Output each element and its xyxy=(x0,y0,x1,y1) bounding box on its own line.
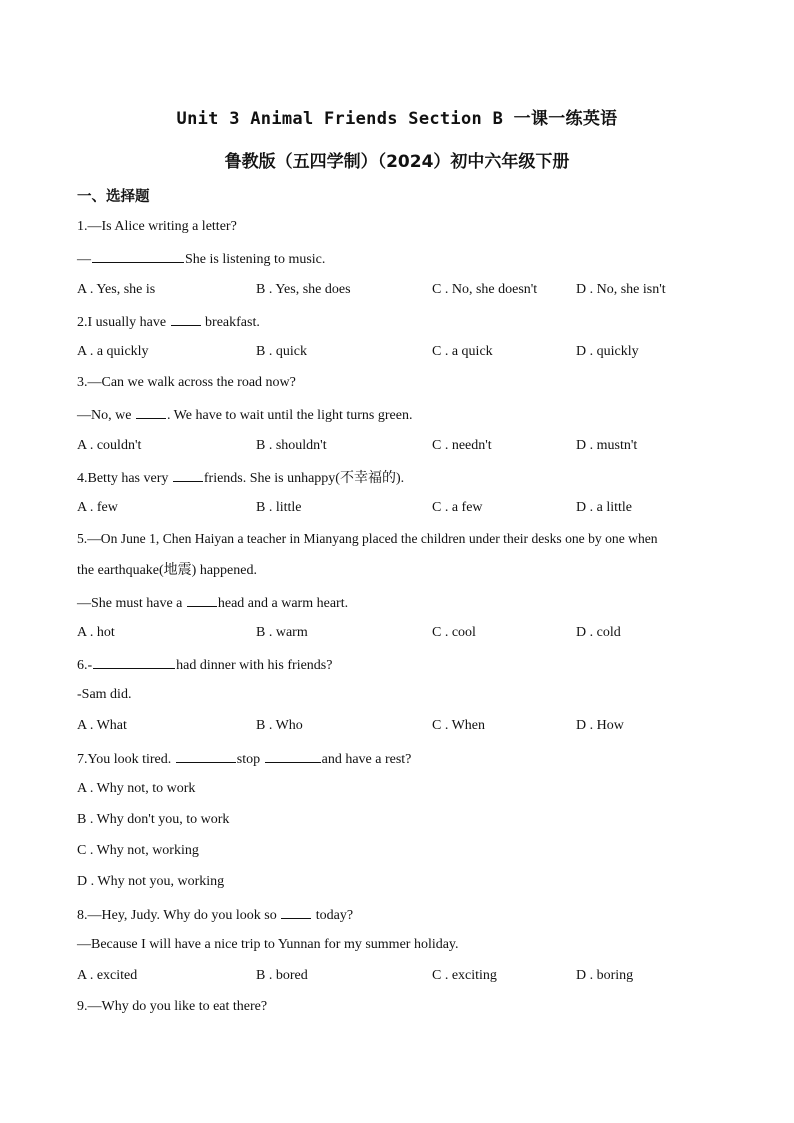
question-4-stem xyxy=(77,468,404,488)
question-1-answer-line: — She is listening to music. xyxy=(77,249,325,269)
question-8-stem-a: 8.—Hey, Judy. Why do you look so xyxy=(77,908,277,923)
question-3-reply-a: —No, we xyxy=(77,408,132,423)
question-4-option-c[interactable]: C . a few xyxy=(432,500,483,515)
question-8-option-d[interactable]: D . boring xyxy=(576,968,634,983)
question-3-option-c[interactable]: C . needn't xyxy=(432,438,492,453)
question-4-stem-a: 4.Betty has very xyxy=(77,471,169,486)
question-4-option-d[interactable]: D . a little xyxy=(576,500,632,515)
section-heading: 一、选择题 xyxy=(77,189,150,205)
question-7-stem xyxy=(77,749,411,769)
question-6-stem-b: had dinner with his friends? xyxy=(176,658,333,673)
question-6-option-d[interactable]: D . How xyxy=(576,718,624,733)
question-6-option-a[interactable]: A . What xyxy=(77,718,127,733)
document-title: Unit 3 Animal Friends Section B 一课一练英语 xyxy=(176,109,618,129)
question-1-stem: 1.—Is Alice writing a letter? xyxy=(77,219,237,234)
question-5-stem-cont: the earthquake(地震) happened. xyxy=(77,563,257,578)
question-7-stem-b: stop xyxy=(236,752,261,767)
question-5-reply-a: —She must have a xyxy=(77,596,183,611)
question-2-option-a[interactable]: A . a quickly xyxy=(77,344,149,359)
question-9-stem: 9.—Why do you like to eat there? xyxy=(77,999,268,1014)
question-6-option-b[interactable]: B . Who xyxy=(256,718,303,733)
question-4-option-a[interactable]: A . few xyxy=(77,500,118,515)
question-7-option-b[interactable]: B . Why don't you, to work xyxy=(77,812,230,827)
question-2-stem-a: 2.I usually have xyxy=(77,315,167,330)
question-5-option-a[interactable]: A . hot xyxy=(77,625,115,640)
question-7-option-c[interactable]: C . Why not, working xyxy=(77,843,199,858)
question-5-option-d[interactable]: D . cold xyxy=(576,625,621,640)
question-2-option-c[interactable]: C . a quick xyxy=(432,344,493,359)
question-2-option-d[interactable]: D . quickly xyxy=(576,344,639,359)
question-8-option-c[interactable]: C . exciting xyxy=(432,968,497,983)
answer-blank xyxy=(171,312,201,326)
question-8-option-a[interactable]: A . excited xyxy=(77,968,138,983)
question-6-stem-a: 6.- xyxy=(77,658,93,673)
question-2-stem-b: breakfast. xyxy=(205,315,260,330)
answer-blank xyxy=(176,749,236,763)
question-5-answer-line xyxy=(77,593,348,613)
question-3-reply-b: . We have to wait until the light turns green. xyxy=(166,408,413,423)
question-8-option-b[interactable]: B . bored xyxy=(256,968,308,983)
answer-blank xyxy=(173,468,203,482)
question-6-reply: -Sam did. xyxy=(77,687,132,702)
question-1-option-c[interactable]: C . No, she doesn't xyxy=(432,282,538,297)
answer-blank xyxy=(187,593,217,607)
question-8-stem xyxy=(77,905,353,925)
question-1-option-a[interactable]: A . Yes, she is xyxy=(77,282,156,297)
question-6-stem xyxy=(77,655,332,675)
question-7-stem-c: and have a rest? xyxy=(321,752,412,767)
question-1-reply: She is listening to music. xyxy=(185,252,326,267)
question-1-option-b[interactable]: B . Yes, she does xyxy=(256,282,351,297)
question-5-option-c[interactable]: C . cool xyxy=(432,625,476,640)
answer-blank xyxy=(136,405,166,419)
question-1-option-d[interactable]: D . No, she isn't xyxy=(576,282,666,297)
question-3-answer-line xyxy=(77,405,412,425)
answer-blank xyxy=(265,749,321,763)
question-6-option-c[interactable]: C . When xyxy=(432,718,486,733)
question-2-option-b[interactable]: B . quick xyxy=(256,344,307,359)
question-5-option-b[interactable]: B . warm xyxy=(256,625,308,640)
answer-blank xyxy=(93,655,175,669)
question-4-option-b[interactable]: B . little xyxy=(256,500,302,515)
question-3-option-a[interactable]: A . couldn't xyxy=(77,438,142,453)
question-4-stem-b: friends. She is unhappy(不幸福的). xyxy=(203,471,405,486)
document-subtitle: 鲁教版（五四学制）（2024）初中六年级下册 xyxy=(224,152,570,172)
question-8-stem-b: today? xyxy=(315,908,354,923)
question-3-stem: 3.—Can we walk across the road now? xyxy=(77,375,296,390)
question-5-reply-b: head and a warm heart. xyxy=(217,596,349,611)
question-3-option-d[interactable]: D . mustn't xyxy=(576,438,638,453)
question-2-stem xyxy=(77,312,260,332)
question-3-option-b[interactable]: B . shouldn't xyxy=(256,438,327,453)
question-7-stem-a: 7.You look tired. xyxy=(77,752,172,767)
question-7-option-a[interactable]: A . Why not, to work xyxy=(77,781,196,796)
question-7-option-d[interactable]: D . Why not you, working xyxy=(77,874,225,889)
question-5-stem: 5.—On June 1, Chen Haiyan a teacher in Mianyang placed the children under their desks one by one when xyxy=(77,531,658,546)
answer-blank xyxy=(281,905,311,919)
question-8-reply: —Because I will have a nice trip to Yunnan for my summer holiday. xyxy=(77,937,459,952)
answer-blank xyxy=(92,249,184,263)
